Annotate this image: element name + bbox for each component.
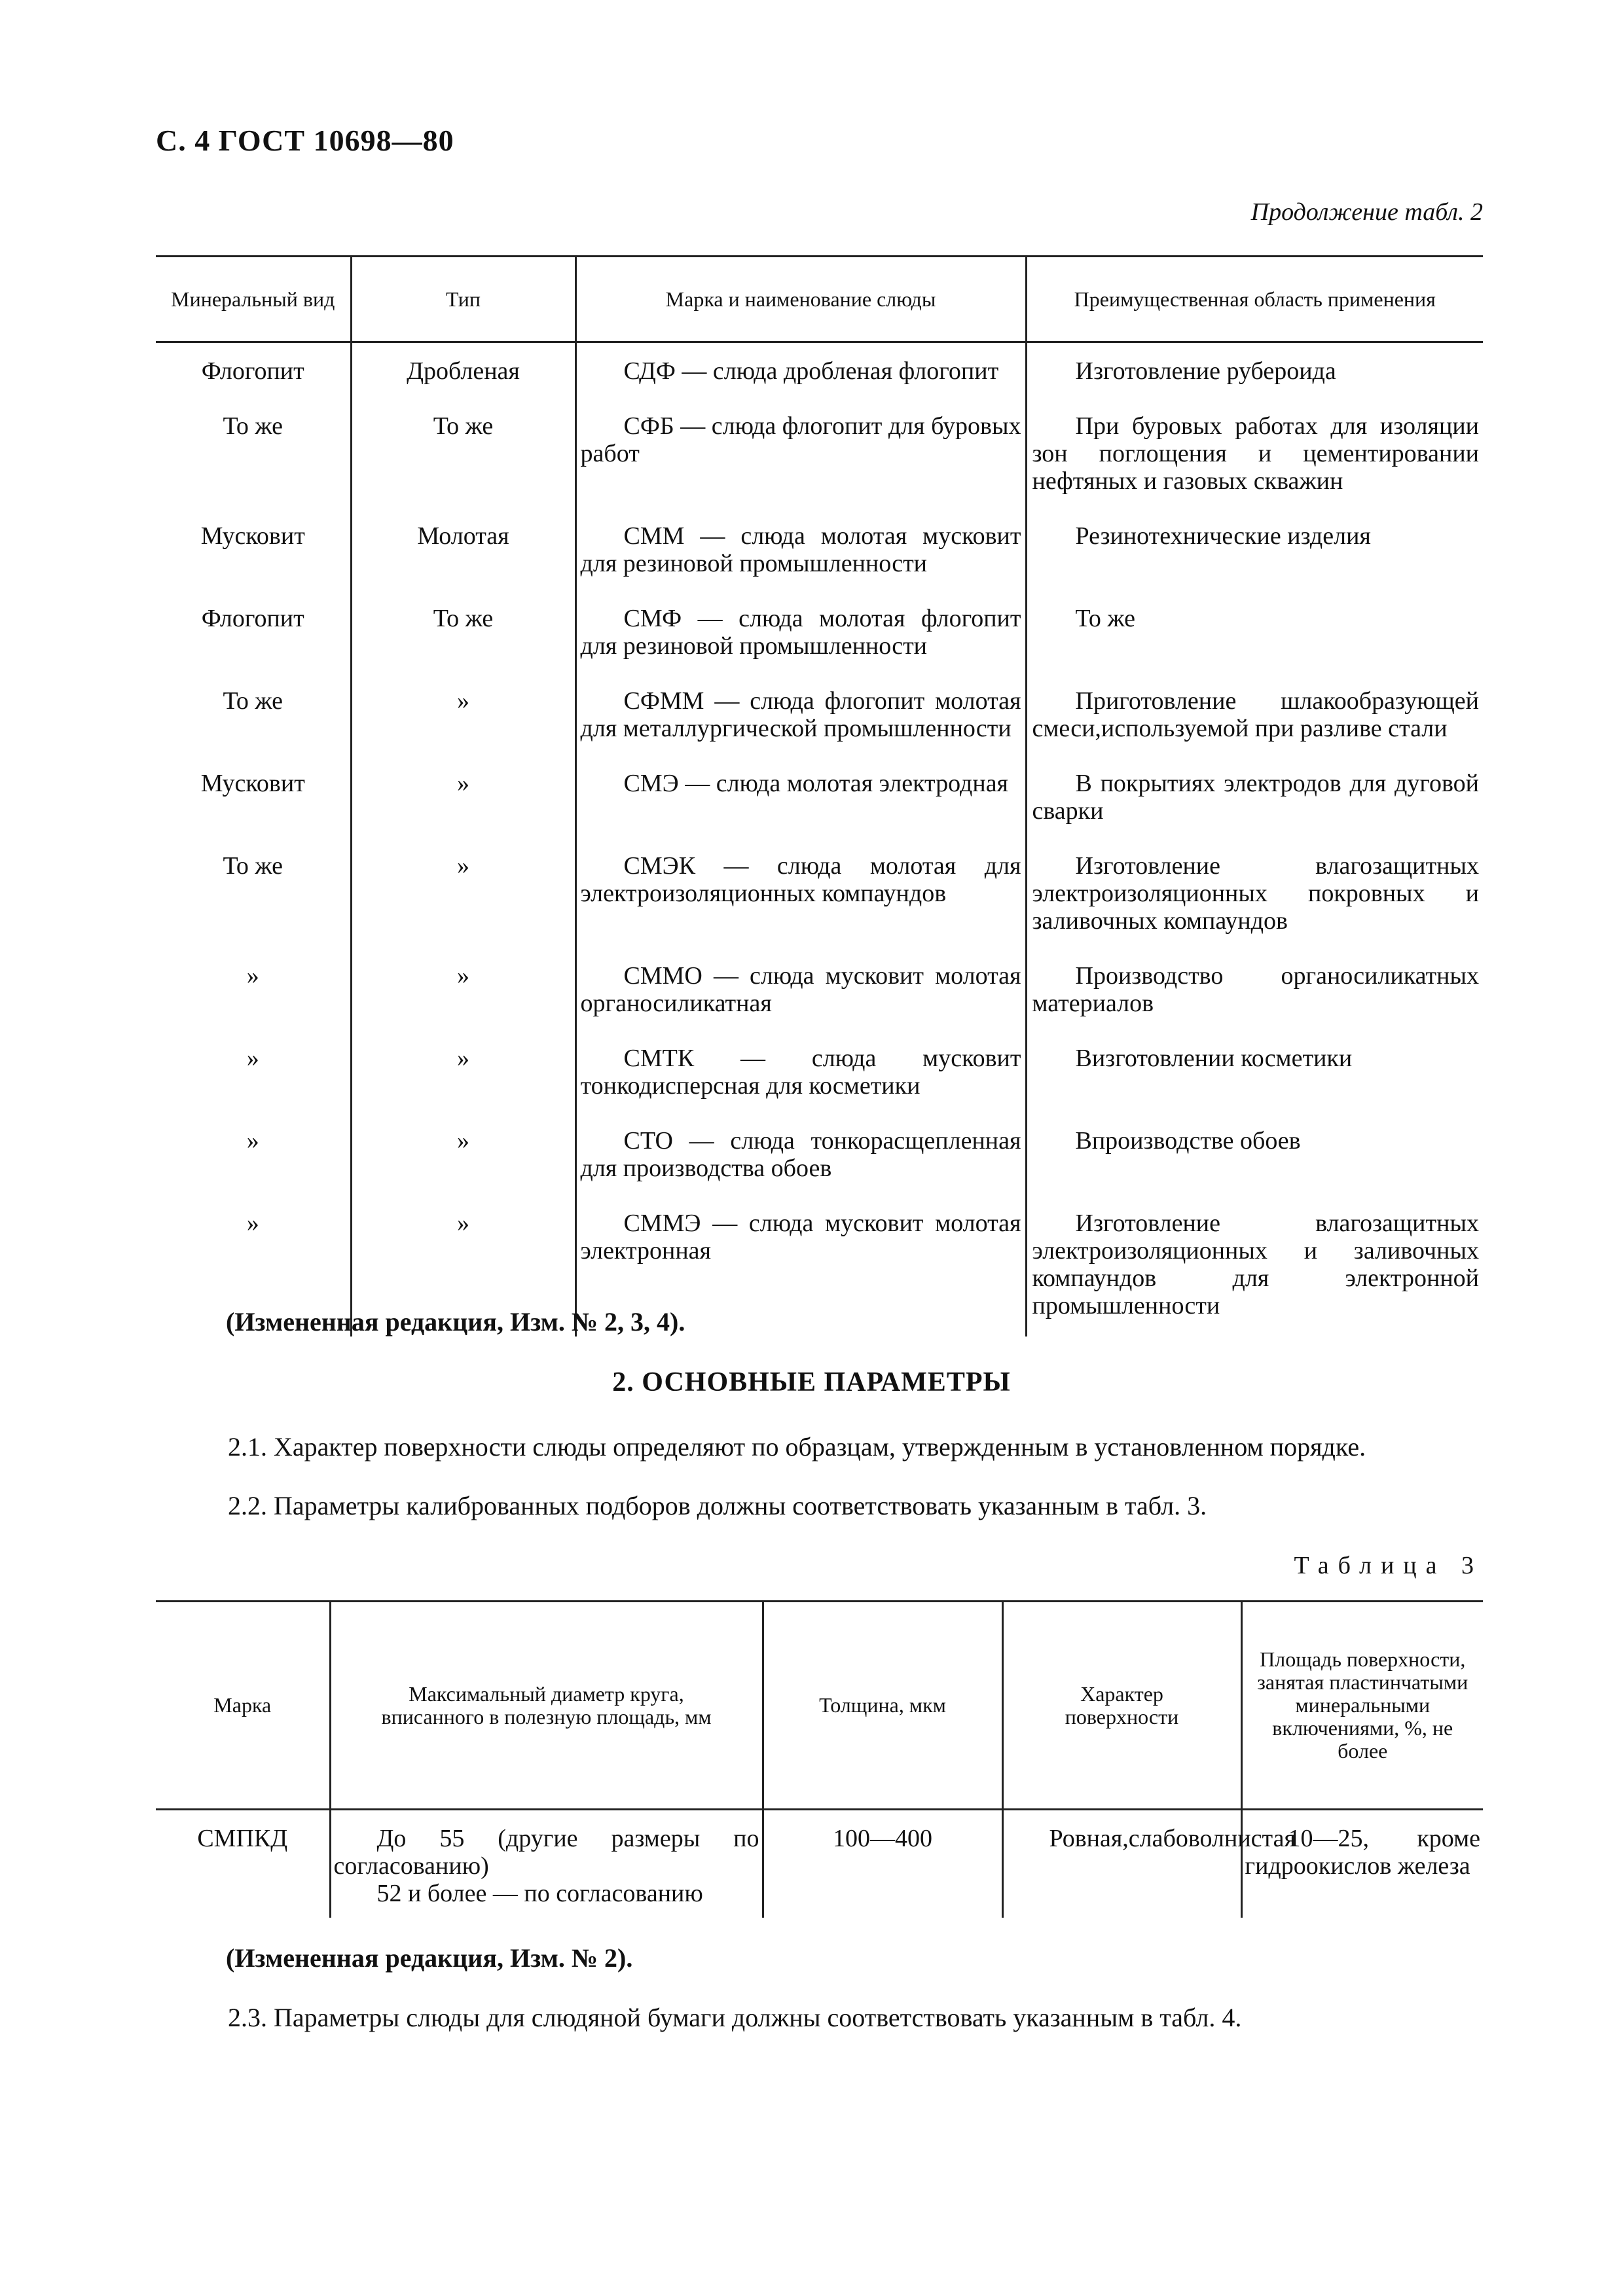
cell-grade: СФММ — слюда флогопит молотая для металлургической промышленности bbox=[575, 673, 1026, 755]
table-row bbox=[156, 755, 1483, 838]
cell-mineral: » bbox=[246, 1210, 259, 1237]
cell-type: Дробленая bbox=[351, 342, 575, 399]
cell-application: Изготовление влагозащитных электроизоляционных и заливочных компаундов для электронной промышленности bbox=[1026, 1195, 1483, 1336]
table-row bbox=[156, 342, 1483, 399]
table-header-row bbox=[156, 257, 1483, 342]
table-row bbox=[156, 590, 1483, 673]
cell-application: При буровых работах для изоляции зон поглощения и цементировании нефтяных и газовых скважин bbox=[1026, 398, 1483, 508]
cell-application: Резинотехнические изделия bbox=[1026, 508, 1483, 590]
cell-grade: СММЭ — слюда мусковит молотая электронная bbox=[575, 1195, 1026, 1336]
header-max-diameter: Максимальный диаметр круга, вписанного в полезную площадь, мм bbox=[330, 1602, 763, 1810]
header-inclusions-area: Площадь поверхности, занятая пластинчатыми минеральными включениями, %, не более bbox=[1241, 1602, 1483, 1810]
cell-grade: СМЭ — слюда молотая электродная bbox=[575, 755, 1026, 838]
cell-inclusions-area: 10—25, кроме гидроокислов железа bbox=[1241, 1810, 1483, 1918]
paragraph-2-1: 2.1. Характер поверхности слюды определяют по образцам, утвержденным в установленном порядке. bbox=[228, 1432, 1366, 1462]
cell-grade: СДФ — слюда дробленая флогопит bbox=[575, 342, 1026, 399]
header-mark: Марка bbox=[156, 1602, 330, 1810]
cell-type: То же bbox=[351, 590, 575, 673]
cell-grade: СТО — слюда тонкорасщепленная для производства обоев bbox=[575, 1113, 1026, 1195]
cell-type: То же bbox=[351, 398, 575, 508]
table-row bbox=[156, 948, 1483, 1030]
cell-mineral: Мусковит bbox=[200, 770, 305, 797]
header-surface: Характер поверхности bbox=[1002, 1602, 1241, 1810]
cell-grade: СМТК — слюда мусковит тонкодисперсная для косметики bbox=[575, 1030, 1026, 1113]
header-application: Преимущественная область применения bbox=[1026, 257, 1483, 342]
cell-mineral: » bbox=[246, 1127, 259, 1155]
table-row bbox=[156, 398, 1483, 508]
cell-surface: Ровная,слабоволнистая bbox=[1002, 1810, 1241, 1918]
cell-mineral: То же bbox=[223, 687, 283, 715]
amendment-note-2: (Измененная редакция, Изм. № 2). bbox=[226, 1943, 633, 1973]
cell-application: Производство органосиликатных материалов bbox=[1026, 948, 1483, 1030]
cell-application: Приготовление шлакообразующей смеси,используемой при разливе стали bbox=[1026, 673, 1483, 755]
table-row bbox=[156, 1810, 1483, 1918]
cell-grade: СММ — слюда молотая мусковит для резиновой промышленности bbox=[575, 508, 1026, 590]
cell-max-diameter bbox=[330, 1810, 763, 1918]
table-row bbox=[156, 673, 1483, 755]
mica-grades-table bbox=[156, 255, 1483, 1336]
cell-application: Изготовление рубероида bbox=[1026, 342, 1483, 399]
diameter-line-1: До 55 (другие размеры по согласованию) bbox=[333, 1825, 759, 1880]
cell-type: » bbox=[351, 1113, 575, 1195]
cell-mineral: То же bbox=[223, 412, 283, 440]
cell-mineral: Флогопит bbox=[201, 357, 304, 385]
cell-mineral: Мусковит bbox=[200, 522, 305, 550]
table-row bbox=[156, 1113, 1483, 1195]
table-continuation-caption: Продолжение табл. 2 bbox=[1250, 198, 1483, 226]
cell-type: » bbox=[351, 673, 575, 755]
table-header-row bbox=[156, 1602, 1483, 1810]
cell-application: Визготовлении косметики bbox=[1026, 1030, 1483, 1113]
cell-mineral: Флогопит bbox=[201, 605, 304, 632]
cell-mineral: » bbox=[246, 1045, 259, 1072]
amendment-note: (Измененная редакция, Изм. № 2, 3, 4). bbox=[226, 1307, 685, 1336]
cell-grade: СФБ — слюда флогопит для буровых работ bbox=[575, 398, 1026, 508]
cell-type: » bbox=[351, 838, 575, 948]
cell-grade: СММО — слюда мусковит молотая органосиликатная bbox=[575, 948, 1026, 1030]
cell-grade: СМЭК — слюда молотая для электроизоляционных компаундов bbox=[575, 838, 1026, 948]
diameter-line-2: 52 и более — по согласованию bbox=[376, 1880, 703, 1907]
cell-application: В покрытиях электродов для дуговой сварки bbox=[1026, 755, 1483, 838]
paragraph-2-2: 2.2. Параметры калиброванных подборов должны соответствовать указанным в табл. 3. bbox=[228, 1491, 1207, 1520]
cell-type: » bbox=[351, 755, 575, 838]
table-row bbox=[156, 1030, 1483, 1113]
cell-type: » bbox=[351, 1195, 575, 1336]
page-header: С. 4 ГОСТ 10698—80 bbox=[156, 124, 454, 157]
cell-application: Изготовление влагозащитных электроизоляционных покровных и заливочных компаундов bbox=[1026, 838, 1483, 948]
header-thickness: Толщина, мкм bbox=[763, 1602, 1002, 1810]
header-grade-name: Марка и наименование слюды bbox=[575, 257, 1026, 342]
table-row bbox=[156, 838, 1483, 948]
cell-thickness: 100—400 bbox=[763, 1810, 1002, 1918]
cell-application: То же bbox=[1026, 590, 1483, 673]
header-type: Тип bbox=[351, 257, 575, 342]
cell-application: Впроизводстве обоев bbox=[1026, 1113, 1483, 1195]
cell-mineral: » bbox=[246, 962, 259, 990]
cell-type: Молотая bbox=[351, 508, 575, 590]
table3-caption: Таблица 3 bbox=[1294, 1552, 1483, 1579]
table-row bbox=[156, 508, 1483, 590]
paragraph-2-3: 2.3. Параметры слюды для слюдяной бумаги должны соответствовать указанным в табл. 4. bbox=[228, 2003, 1242, 2032]
calibrated-sets-table bbox=[156, 1600, 1483, 1918]
cell-type: » bbox=[351, 1030, 575, 1113]
cell-mineral: То же bbox=[223, 852, 283, 880]
cell-mark: СМПКД bbox=[197, 1825, 288, 1852]
cell-type: » bbox=[351, 948, 575, 1030]
section-title: 2. ОСНОВНЫЕ ПАРАМЕТРЫ bbox=[612, 1367, 1011, 1397]
cell-grade: СМФ — слюда молотая флогопит для резиновой промышленности bbox=[575, 590, 1026, 673]
header-mineral-type: Минеральный вид bbox=[156, 257, 351, 342]
